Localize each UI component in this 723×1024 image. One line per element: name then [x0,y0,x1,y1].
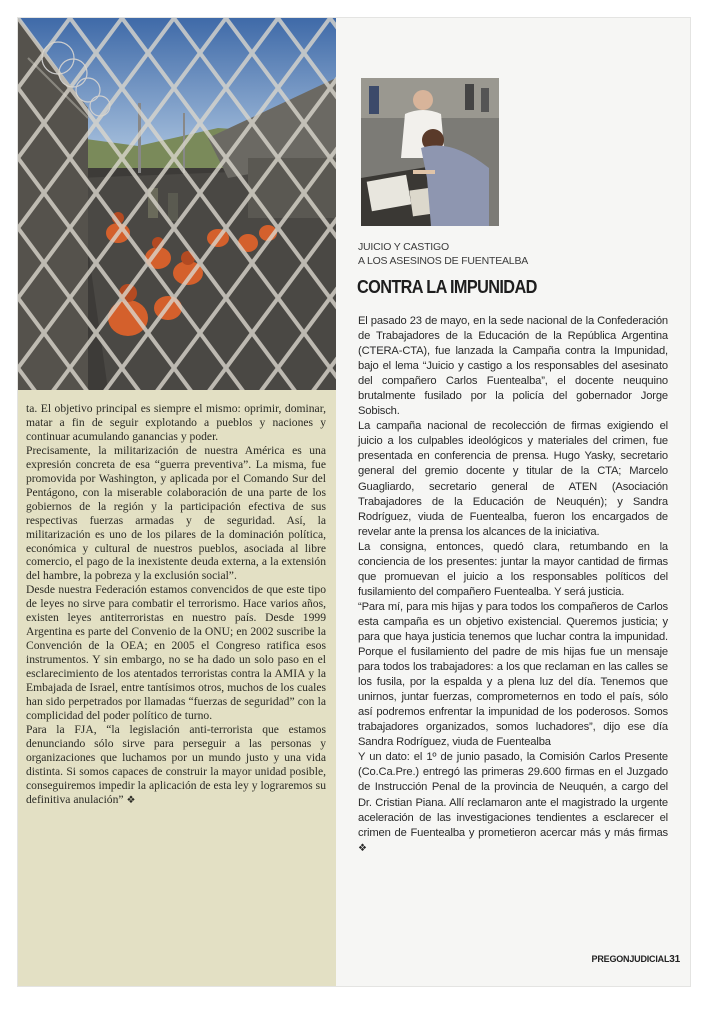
right-paragraph: El pasado 23 de mayo, en la sede nacional de la Confederación de Trabajadores de la Educación de la República Argentina (CTERA-CTA), fue lanzada la Campaña contra la Impunidad, bajo el lema “Juicio y castigo a los responsables del asesinato del compañero Carlos Fuentealba”, el docente neuquino brutalmente fusilado por la policía del gobernador Jorge Sobisch. [358,315,668,418]
right-paragraph: La campaña nacional de recolección de firmas exigiendo el juicio a los culpables ideológicos y materiales del crimen, fue presentada en conferencia de prensa. Hugo Yasky, secretario general del gremio docente y titular de la CTA; Marcelo Guagliardo, secretario general de ATEN (Asociación Trabajadores de la Educación de Neuquén); y Sandra Rodríguez, viuda de Fuentealba, fueron los encargados de revelar ante la prensa los alcances de la iniciativa. [358,420,668,538]
detention-camp-photo [18,18,336,390]
kicker-line: A LOS ASESINOS DE FUENTEALBA [358,255,529,267]
page-number: 31 [669,954,680,965]
left-paragraph: ta. El objetivo principal es siempre el mismo: oprimir, dominar, matar a fin de seguir explotando a pueblos y naciones y continuar acumulando ganancias y poder. [26,402,326,443]
page-footer [540,954,680,965]
left-paragraph-last [26,723,326,808]
right-paragraph-text: Y un dato: el 1º de junio pasado, la Comisión Carlos Presente (Co.Ca.Pre.) entregó las primeras 29.600 firmas en el Juzgado de Instrucción Penal de la provincia de Neuquén, a cargo del Dr. Cristian Piana. Allí reclamaron ante el magistrado la urgente aceleración de las investigaciones tendientes a esclarecer el crimen de Fuentealba y prometieron acercar más y más firmas [358,751,668,839]
end-mark-icon: ❖ [358,842,367,854]
left-column-text [18,390,336,986]
magazine-page [18,18,690,986]
right-paragraph-last [358,750,668,855]
publication-name: PREGONJUDICIAL [591,954,670,964]
right-paragraph: La consigna, entonces, quedó clara, retumbando en la conciencia de los presentes: juntar la mayor cantidad de firmas que promuevan el juicio a los responsables políticos del fusilamiento del compañero Fuentealba. Y será justicia. [358,540,668,598]
article-headline: CONTRA LA IMPUNIDAD [357,276,537,297]
left-paragraph: Desde nuestra Federación estamos convencidos de que este tipo de leyes no sirve para combatir el terrorismo. Hace varios años, existen leyes antiterroristas en nuestro país. Desde 1999 Argentina es parte del Convenio de la ONU; en 2002 suscribe la Convención de la OEA; en 2005 el Congreso ratifica esos instrumentos. Y sin embargo, no se ha dado un solo paso en el esclarecimiento de los atentados terroristas contra la AMIA y la Embajada de Israel, entre tantísimos otros, muchos de los cuales han sido perpetrados por llamadas “fuerzas de seguridad” con la complicidad del poder político de turno. [26,583,326,722]
kicker-line: JUICIO Y CASTIGO [358,241,449,253]
left-paragraph-text: Para la FJA, “la legislación anti-terrorista que estamos denunciando sólo sirve para perseguir a las personas y organizaciones que luchamos por un mundo justo y una vida distinta. Si somos capaces de construir la mayor unidad posible, conseguiremos impedir la aplicación de esta ley y lograremos su definitiva anulación” [26,722,326,806]
left-paragraph: Precisamente, la militarización de nuestra América es una expresión concreta de esa “guerra preventiva”. La misma, fue promovida por Washington, y aplicada por el Comando Sur del Pentágono, con la miserable colaboración de una parte de los gobiernos de la región y la participación efectiva de sus respectivas fuerzas armadas y de seguridad. Así, la militarización es uno de los pilares de la dominación política, económica y cultural de nuestros pueblos, asociada al libre comercio, el pago de la inexistente deuda externa, a la extensión del hambre, la pobreza y la exclusión social”. [26,443,326,583]
right-paragraph: “Para mí, para mis hijas y para todos los compañeros de Carlos esta campaña es un objetivo existencial. Queremos justicia; y para que haya justicia tenemos que luchar contra la impunidad. Porque el fusilamiento del padre de mis hijas fue un mensaje para todos los trabajadores: a los que reclaman en las calles se los fusila, por la espalda y a plena luz del día. Tenemos que unirnos, juntar fuerzas, comprometernos en todo el país, sólo así podremos enfrentar la impunidad de los poderosos. Somos trabajadores organizados, somos luchadores”, dijo ese día Sandra Rodríguez, viuda de Fuentealba [358,600,668,749]
article-kicker [358,240,658,268]
end-mark-icon: ❖ [126,794,136,806]
right-column [336,18,690,986]
right-column-text [358,314,668,856]
signature-collection-photo [361,78,499,226]
